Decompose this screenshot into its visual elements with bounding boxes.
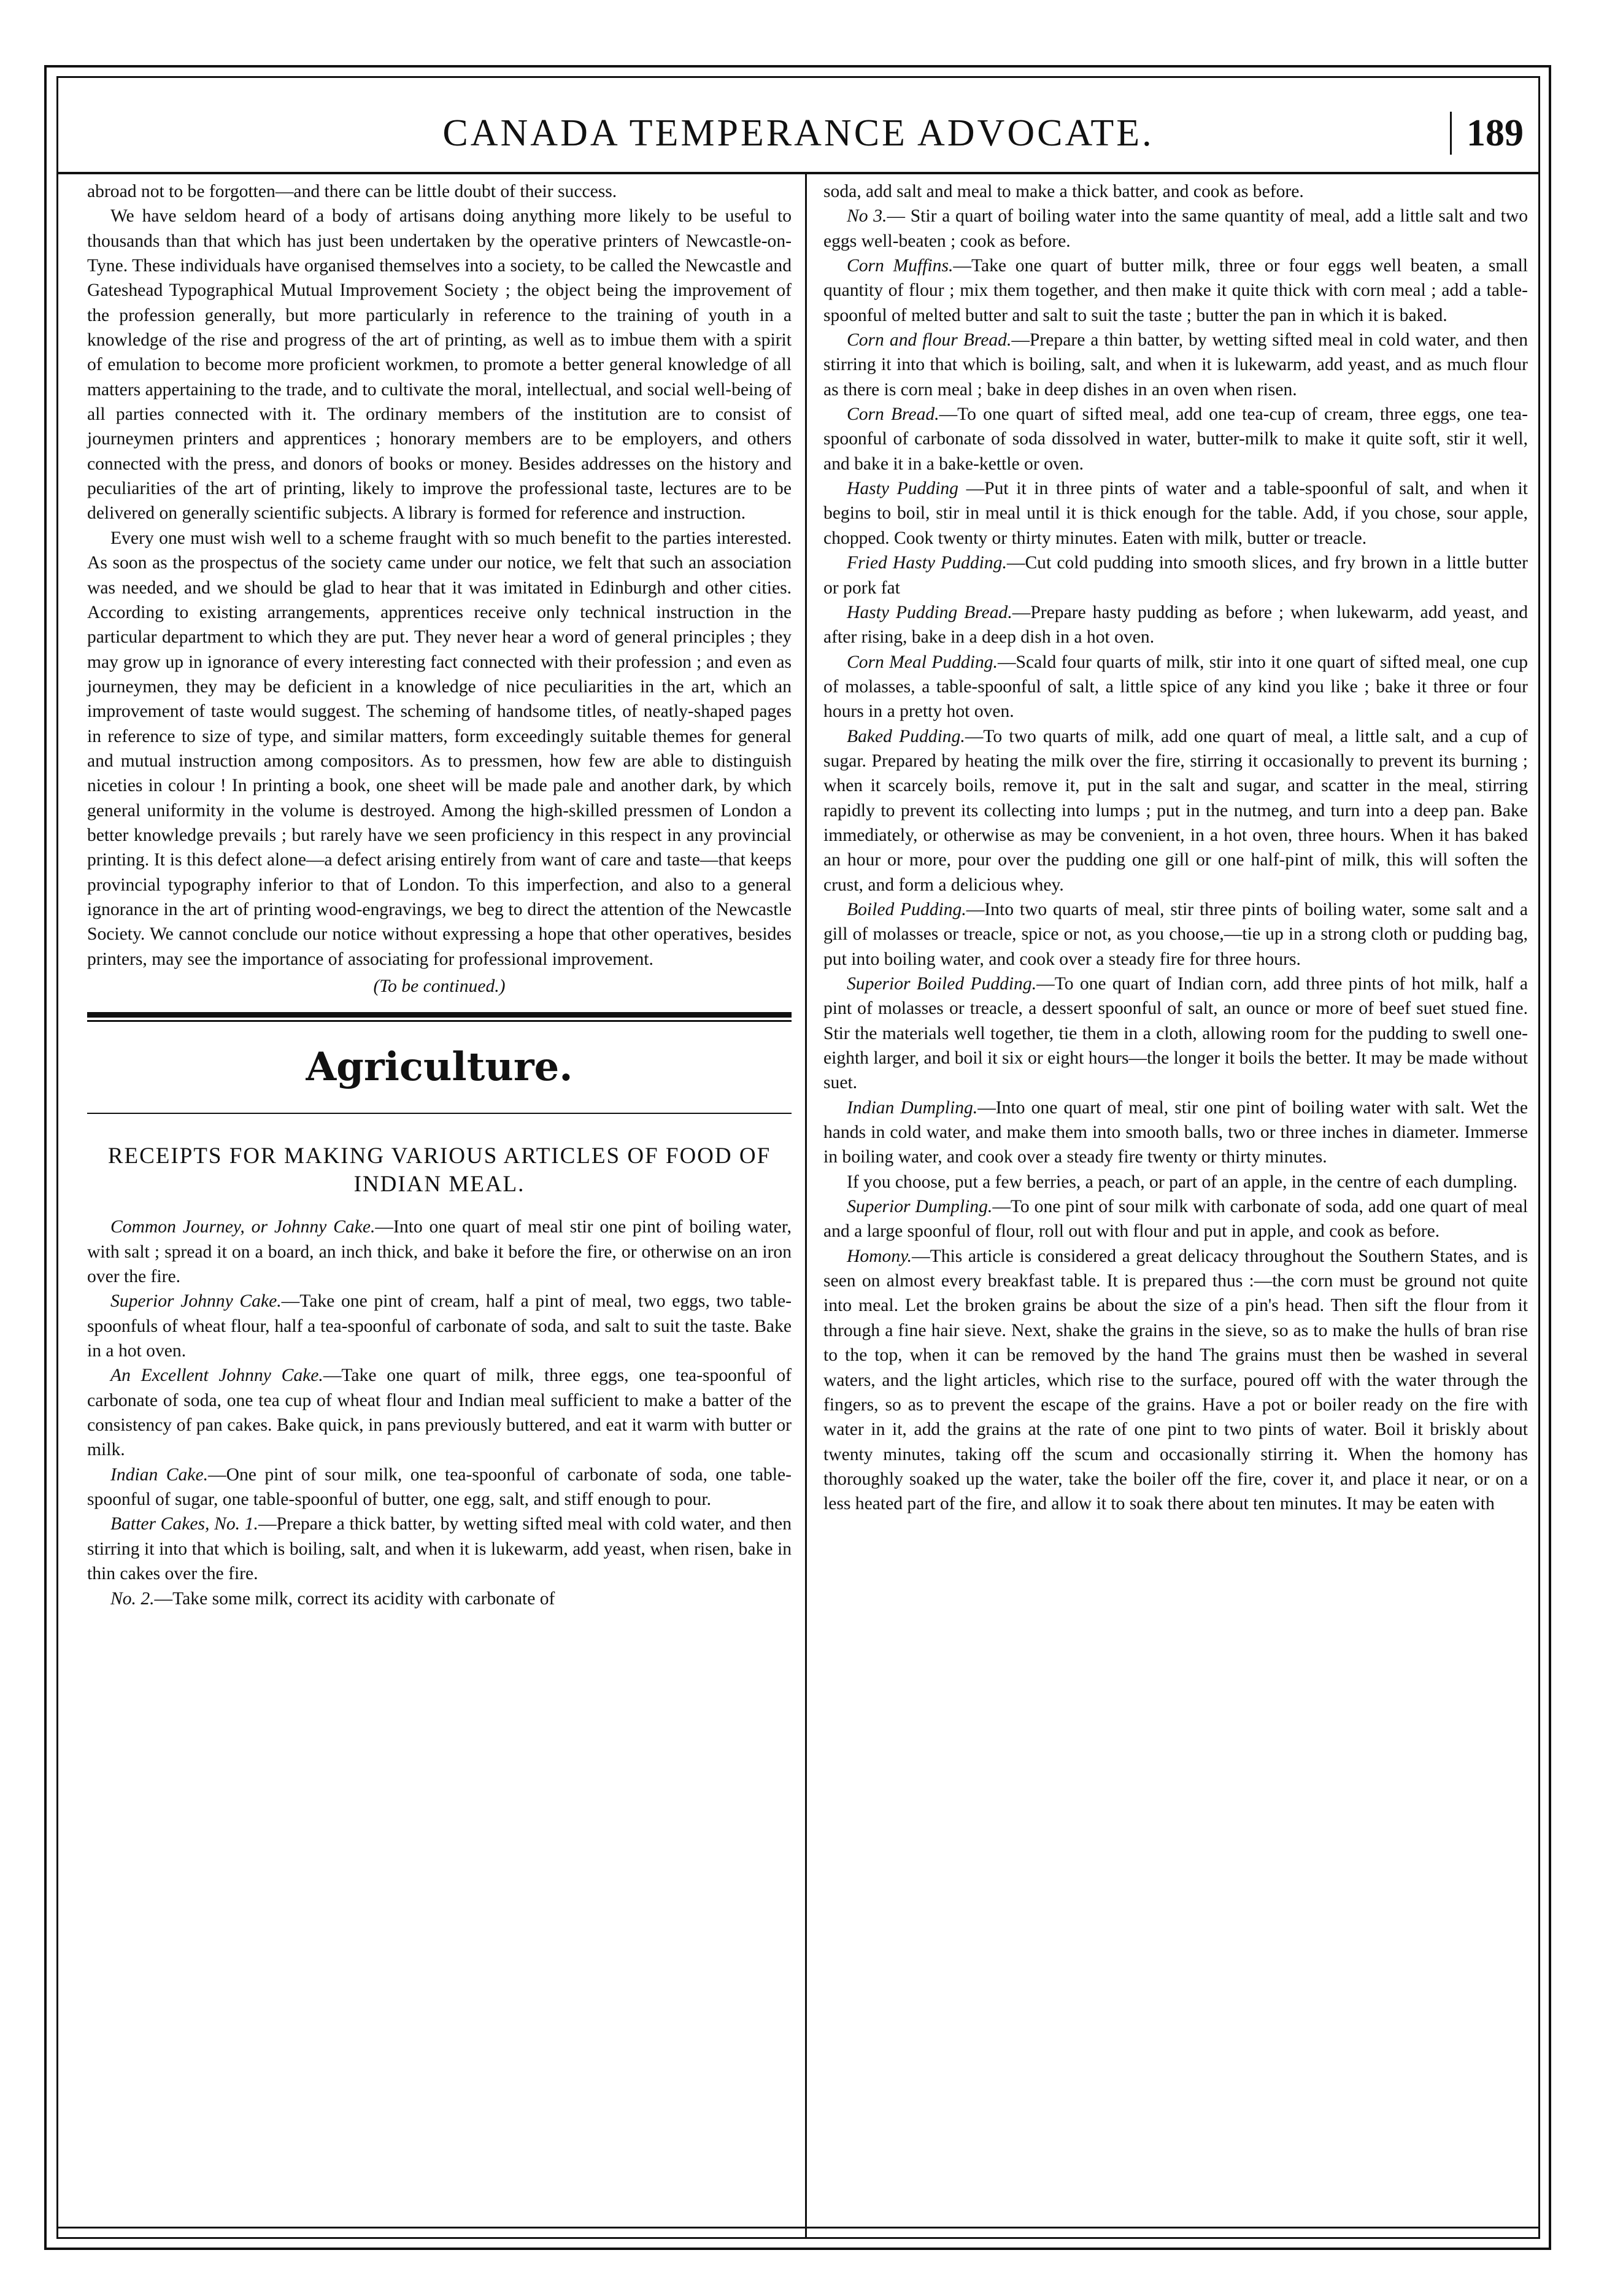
recipe-paragraph <box>87 1289 792 1363</box>
recipe-text: —To two quarts of milk, add one quart of meal, a little salt, and a cup of sugar. Prepared by heating the milk over the fire, stirring it occasionally to prevent its burning ; when it scarcely boils, remove it, put in the salt and sugar, and scatter in the meal, stirring rapidly to prevent its collecting into lumps ; put in the nutmeg, and turn into a deep pan. Bake immediately, or otherwise as may be convenient, in a hot oven, three hours. When it has baked an hour or more, pour over the pudding one gill or one half-pint of milk, this will soften the crust, and form a delicious whey. <box>823 726 1528 895</box>
recipe-title: Indian Dumpling. <box>847 1097 978 1118</box>
recipe-text: —To one pint of sour milk with carbonate of soda, add one quart of meal and a large spoonful of flour, roll out with flour and put in apple, and cook as before. <box>823 1197 1528 1242</box>
recipe-title: An Excellent Johnny Cake. <box>110 1366 323 1386</box>
recipe-text: —To one quart of sifted meal, add one tea-cup of cream, three eggs, one tea-spoonful of carbonate of soda dissolved in water, butter-milk to make it quite soft, stir it well, and bake it in a bake-kettle or oven. <box>823 404 1528 474</box>
recipe-text: —Prepare a thick batter, by wetting sifted meal with cold water, and then stirring it into that which is boiling, salt, and when it is lukewarm, add yeast, when risen, bake in thin cakes over the fire. <box>87 1514 792 1584</box>
recipe-title: Boiled Pudding. <box>847 899 966 919</box>
recipe-title: No. 2. <box>110 1588 155 1609</box>
recipe-paragraph <box>823 897 1528 972</box>
recipe-paragraph <box>823 1194 1528 1244</box>
column-divider <box>805 174 807 2238</box>
recipe-title: Corn Bread. <box>847 404 939 425</box>
recipe-title: Hasty Pudding Bread. <box>847 602 1012 622</box>
recipe-text: —Take one quart of milk, three eggs, one tea-spoonful of carbonate of soda, one tea cup of wheat flour and Indian meal sufficient to make a batter of the consistency of pan cakes. Bake quick, in pans previously buttered, and eat it warm with butter or milk. <box>87 1366 792 1460</box>
recipe-text: —To one quart of Indian corn, add three pints of hot milk, half a pint of molasses or treacle, a dessert spoonful of salt, an ounce or more of beef suet stued fine. Stir the materials well together, tie them in a cloth, allowing room for the pudding to swell one-eighth larger, and boil it six or eight hours—the longer it boils the better. It may be made without suet. <box>823 974 1528 1093</box>
paragraph: Every one must wish well to a scheme fraught with so much benefit to the parties interested. As soon as the prospectus of the society came under our notice, we felt that such an association was needed, and we should be glad to hear that it was imitated in Edinburgh and other cities. According to existing arrangements, apprentices receive only technical instruction in the particular department to which they are put. They never hear a word of general principles ; they may grow up in ignorance of every interesting fact connected with their profession ; and even as journeymen, they may be deficient in a knowledge of nice peculiarities in the art, which an improvement of taste would suggest. The scheming of handsome titles, of neatly-shaped pages in reference to size of type, and similar matters, form exceedingly suitable themes for general and mutual instruction among compositors. As to pressmen, how few are able to distinguish niceties in colour ! In printing a book, one sheet will be made pale and another dark, by which general uniformity in the volume is destroyed. Among the high-skilled pressmen of London a better knowledge prevails ; but rarely have we seen proficiency in this respect in any provincial printing. It is this defect alone—a defect arising entirely from want of care and taste—that keeps provincial typography inferior to that of London. To this imperfection, and also to a general ignorance in the art of printing wood-engravings, we beg to direct the attention of the Newcastle Society. We cannot conclude our notice without expressing a hope that other operatives, besides printers, may see the importance of associating for professional improvement. <box>87 528 792 969</box>
recipe-paragraph <box>823 600 1528 650</box>
section-underline <box>87 1113 792 1114</box>
recipe-title: Hasty Pudding <box>847 479 958 499</box>
recipe-text: —Take some milk, correct its acidity with carbonate of <box>154 1588 555 1609</box>
recipe-paragraph <box>823 551 1528 600</box>
masthead-rule <box>58 172 1538 174</box>
continued-note: (To be continued.) <box>373 976 506 996</box>
recipe-title: Corn Meal Pudding. <box>847 652 998 672</box>
recipe-paragraph <box>823 476 1528 551</box>
recipe-text: —Take one quart of butter milk, three or four eggs well beaten, a small quantity of flour ; mix them together, and then make it quite thick with corn meal ; add a table-spoonful of melted butter and salt to suit the taste ; butter the pan in which it is baked. <box>823 256 1528 325</box>
recipe-text: —Cut cold pudding into smooth slices, and fry brown in a little butter or pork fat <box>823 553 1528 598</box>
left-column <box>87 179 792 2229</box>
recipe-list <box>87 1215 792 1611</box>
recipe-paragraph <box>87 1512 792 1586</box>
recipe-title: Homony. <box>847 1246 912 1266</box>
section-divider <box>87 1012 792 1022</box>
recipe-list <box>823 179 1528 1517</box>
recipe-paragraph <box>823 1096 1528 1170</box>
recipe-paragraph <box>87 1215 792 1289</box>
recipe-title: Common Journey, or Johnny Cake. <box>110 1217 376 1237</box>
running-title: CANADA TEMPERANCE ADVOCATE. <box>442 112 1154 154</box>
recipe-text: —Into one quart of meal, stir one pint of boiling water with salt. Wet the hands in cold water, and make them into smooth balls, two or three inches in diameter. Immerse in boiling water, and cook over a steady fire twenty or thirty minutes. <box>823 1097 1528 1167</box>
right-column <box>823 179 1528 2229</box>
recipe-paragraph <box>87 1363 792 1462</box>
recipe-text: —This article is considered a great delicacy throughout the Southern States, and is seen on almost every breakfast table. It is prepared thus :—the corn must be ground not quite into meal. Let the broken grains be about the size of a pin's head. Then sift the flour from it through a fine hair sieve. Next, shake the grains in the sieve, so as to make the hulls of bran rise to the top, when it can be removed by the hand The grains must then be washed in several waters, and the light articles, which rise to the surface, poured off with the water through the fingers, so as to prevent the escape of the grains. Have a pot or boiler ready on the fire with water in it, add the grains at the rate of one pint to two pints of water. Boil it briskly about twenty minutes, taking off the scum and occasionally stirring it. When the homony has thoroughly soaked up the water, take the boiler off the fire, cover it, and place it near, or on a less heated part of the fire, and allow it to soak there about ten minutes. It may be eaten with <box>823 1246 1528 1514</box>
recipe-paragraph <box>87 1463 792 1512</box>
recipe-paragraph <box>823 1170 1528 1194</box>
article-heading: RECEIPTS FOR MAKING VARIOUS ARTICLES OF FOOD OF INDIAN MEAL. <box>107 1143 771 1197</box>
recipe-paragraph <box>823 179 1528 204</box>
recipe-text: If you choose, put a few berries, a peach, or part of an apple, in the centre of each dumpling. <box>847 1172 1517 1192</box>
recipe-title: Indian Cake. <box>110 1464 208 1485</box>
recipe-paragraph <box>823 972 1528 1096</box>
recipe-title: No 3. <box>847 206 887 226</box>
recipe-text: —One pint of sour milk, one tea-spoonful of carbonate of soda, one table-spoonful of sugar, one table-spoonful of butter, one egg, salt, and stiff enough to pour. <box>87 1464 792 1510</box>
recipe-paragraph <box>823 402 1528 476</box>
section-title: Agriculture. <box>306 1044 573 1091</box>
recipe-text: —Into two quarts of meal, stir three pints of boiling water, some salt and a gill of molasses or treacle, spice or not, as you choose,—tie up in a strong cloth or pudding bag, put into boiling water, and cook over a steady fire for three hours. <box>823 899 1528 969</box>
recipe-title: Corn and flour Bread. <box>847 330 1012 350</box>
recipe-paragraph <box>823 1244 1528 1517</box>
recipe-text: —Prepare hasty pudding as before ; when lukewarm, add yeast, and after rising, bake in a deep dish in a hot oven. <box>823 602 1528 647</box>
recipe-title: Fried Hasty Pudding. <box>847 553 1007 573</box>
bottom-rule <box>58 2227 1538 2228</box>
recipe-text: —Scald four quarts of milk, stir into it one quart of sifted meal, one cup of molasses, a table-spoonful of salt, a little spice of any kind you like ; bake it three or four hours in a pretty hot oven. <box>823 652 1528 722</box>
recipe-text: — Stir a quart of boiling water into the same quantity of meal, add a little salt and two eggs well-beaten ; cook as before. <box>823 206 1528 251</box>
recipe-text: —Prepare a thin batter, by wetting sifted meal in cold water, and then stirring it into that which is boiling, salt, and when it is lukewarm, add yeast, and as much flour as there is corn meal ; bake in deep dishes in an oven when risen. <box>823 330 1528 400</box>
paragraph: We have seldom heard of a body of artisans doing anything more likely to be useful to thousands than that which has just been undertaken by the operative printers of Newcastle-on-Tyne. These individuals have organised themselves into a society, to be called the Newcastle and Gateshead Typographical Mutual Improvement Society ; the object being the improvement of the profession generally, but more particularly in reference to the training of youth in a knowledge of the rise and progress of the art of printing, as well as to imbue them with a spirit of emulation to become more proficient workmen, to promote a better general knowledge of all matters appertaining to the trade, and to cultivate the moral, intellectual, and social well-being of all parties connected with it. The ordinary members of the institution are to consist of journeymen printers and apprentices ; honorary members are to be employers, and others connected with the press, and donors of books or money. Besides addresses on the history and peculiarities of the art of printing, likely to improve the professional taste, lectures are to be delivered on generally scientific subjects. A library is formed for reference and instruction. <box>87 206 792 524</box>
recipe-paragraph <box>823 253 1528 328</box>
recipe-title: Baked Pudding. <box>847 726 965 746</box>
recipe-paragraph <box>823 328 1528 402</box>
recipe-title: Superior Boiled Pudding. <box>847 974 1037 994</box>
recipe-paragraph <box>87 1587 792 1611</box>
recipe-text: —Put it in three pints of water and a table-spoonful of salt, and when it begins to boil, stir in meal until it is thick enough for the table. Add, if you chose, sour apple, chopped. Cook twenty or thirty minutes. Eaten with milk, butter or treacle. <box>823 479 1528 548</box>
recipe-text: —Into one quart of meal stir one pint of boiling water, with salt ; spread it on a board, an inch thick, and bake it before the fire, or otherwise on an iron over the fire. <box>87 1217 792 1287</box>
recipe-title: Superior Johnny Cake. <box>110 1291 282 1312</box>
recipe-title: Superior Dumpling. <box>847 1197 993 1217</box>
page-number: 189 <box>1450 112 1524 155</box>
recipe-text: —Take one pint of cream, half a pint of meal, two eggs, two table-spoonfuls of wheat flour, half a tea-spoonful of carbonate of soda, and salt to suit the taste. Bake in a hot oven. <box>87 1291 792 1361</box>
masthead <box>58 80 1538 172</box>
recipe-paragraph <box>823 204 1528 253</box>
recipe-title: Batter Cakes, No. 1. <box>110 1514 258 1534</box>
recipe-text: soda, add salt and meal to make a thick batter, and cook as before. <box>823 182 1304 201</box>
recipe-paragraph <box>823 650 1528 724</box>
recipe-title: Corn Muffins. <box>847 256 954 276</box>
recipe-paragraph <box>823 724 1528 897</box>
paragraph: abroad not to be forgotten—and there can be little doubt of their success. <box>87 182 617 201</box>
